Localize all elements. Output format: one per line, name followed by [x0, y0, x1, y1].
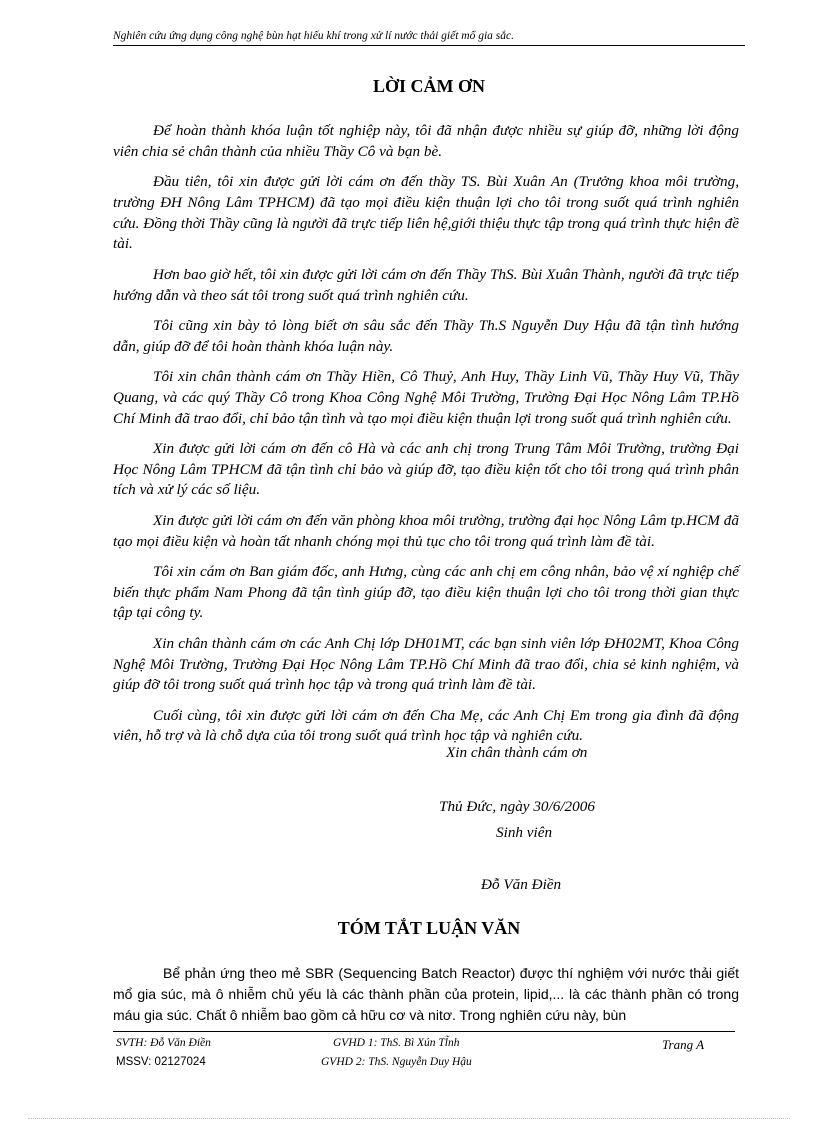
ack-paragraph: Đầu tiên, tôi xin được gửi lời cám ơn đến thầy TS. Bùi Xuân An (Trưởng khoa môi trường, trường ĐH Nông Lâm TPHCM) đã tạo mọi điều kiện thuận lợi cho tôi trong suốt quá trình nghiên cứu. Đồng thời Thầy cũng là người đã trực tiếp liên hệ,giới thiệu thực tập trong quá trình thực hiện đề tài.	[113, 173, 739, 253]
ack-paragraph: Xin được gửi lời cám ơn đến văn phòng khoa môi trường, trường đại học Nông Lâm tp.HCM đã tạo mọi điều kiện và hoàn tất nhanh chóng mọi thủ tục cho tôi trong quá trình làm đề tài.	[113, 511, 739, 550]
place-date: Thủ Đức, ngày 30/6/2006	[439, 798, 595, 815]
summary-body	[113, 963, 739, 1026]
ack-paragraph: Để hoàn thành khóa luận tốt nghiệp này, tôi đã nhận được nhiều sự giúp đỡ, những lời động viên chia sẻ chân thành của nhiều Thầy Cô và bạn bè.	[113, 122, 739, 160]
footer-advisor-1: GVHD 1: ThS. Bì Xún Tl̃nh	[333, 1037, 460, 1049]
footer-page-number: Trang A	[662, 1037, 705, 1052]
ack-paragraph: Tôi cũng xin bày tỏ lòng biết ơn sâu sắc đến Thầy Th.S Nguyễn Duy Hậu đã tận tình hướng dẫn, giúp đỡ để tôi hoàn thành khóa luận này.	[113, 316, 739, 355]
signer-role: Sinh viên	[496, 824, 553, 841]
ack-paragraph: Xin được gửi lời cám ơn đến cô Hà và các anh chị trong Trung Tâm Môi Trường, trường Đại Học Nông Lâm TPHCM đã tận tình chỉ bảo và giúp đỡ, tạo điều kiện tốt cho tôi trong quá trình phân tích và xử lý các số liệu.	[113, 439, 739, 499]
ack-paragraph: Cuối cùng, tôi xin được gửi lời cám ơn đến Cha Mẹ, các Anh Chị Em trong gia đình đã động viên, hỗ trợ và là chỗ dựa của tôi trong suốt quá trình học tập và nghiên cứu.	[113, 706, 739, 745]
ack-paragraph: Hơn bao giờ hết, tôi xin được gửi lời cám ơn đến Thầy ThS. Bùi Xuân Thành, người đã trực tiếp hướng dẫn và theo sát tôi trong suốt quá trình nghiên cứu.	[113, 265, 739, 304]
ack-paragraph: Tôi xin chân thành cám ơn Thầy Hiền, Cô Thuỷ, Anh Huy, Thầy Linh Vũ, Thầy Huy Vũ, Thầy Quang, và các quý Thầy Cô trong Khoa Công Nghệ Môi Trường, Trường Đại Học Nông Lâm TP.Hồ Chí Minh đã trao đổi, chỉ bảo tận tình và tạo mọi điều kiện thuận lợi trong suốt quá trình nghiên cứu.	[113, 367, 739, 427]
summary-paragraph: Bể phản ứng theo mẻ SBR (Sequencing Batch Reactor) được thí nghiệm với nước thải giết mổ gia súc, mà ô nhiễm chủ yếu là các thành phần của protein, lipid,... là các thành phần có trong máu gia súc. Chất ô nhiễm bao gồm cả hữu cơ và nitơ. Trong nghiên cứu này, bùn	[113, 965, 739, 1023]
footer-advisor-2: GVHD 2: ThS. Nguyễn Duy Hậu	[321, 1056, 472, 1068]
ack-paragraph: Xin chân thành cám ơn các Anh Chị lớp DH01MT, các bạn sinh viên lớp ĐH02MT, Khoa Công Nghệ Môi Trường, Trường Đại Học Nông Lâm TP.Hồ Chí Minh đã trao đổi, chia sẻ kinh nghiệm, và giúp đỡ tôi trong suốt quá trình học tập và trong quá trình làm đề tài.	[113, 634, 739, 694]
footer-student-id: MSSV: 02127024	[116, 1056, 206, 1068]
ack-paragraph: Tôi xin cám ơn Ban giám đốc, anh Hưng, cùng các anh chị em công nhân, bảo vệ xí nghiệp chế biến thực phẩm Nam Phong đã tận tình giúp đỡ, tạo điều kiện thuận lợi cho tôi trong thời gian thực tập tại công ty.	[113, 562, 739, 622]
acknowledgement-body	[113, 121, 739, 757]
footer-divider	[113, 1031, 735, 1032]
closing-line: Xin chân thành cám ơn	[446, 744, 588, 761]
summary-title: TÓM TẮT LUẬN VĂN	[337, 918, 521, 938]
page-bottom-edge	[28, 1118, 790, 1119]
running-header: Nghiên cứu ứng dụng công nghệ bùn hạt hiếu khí trong xử lí nước thải giết mổ gia sắc.	[113, 30, 745, 46]
signer-name: Đỗ Văn Điền	[481, 876, 562, 893]
acknowledgement-title: LỜI CẢM ƠN	[373, 76, 485, 96]
footer-student: SVTH: Đỗ Văn Điền	[116, 1037, 211, 1049]
